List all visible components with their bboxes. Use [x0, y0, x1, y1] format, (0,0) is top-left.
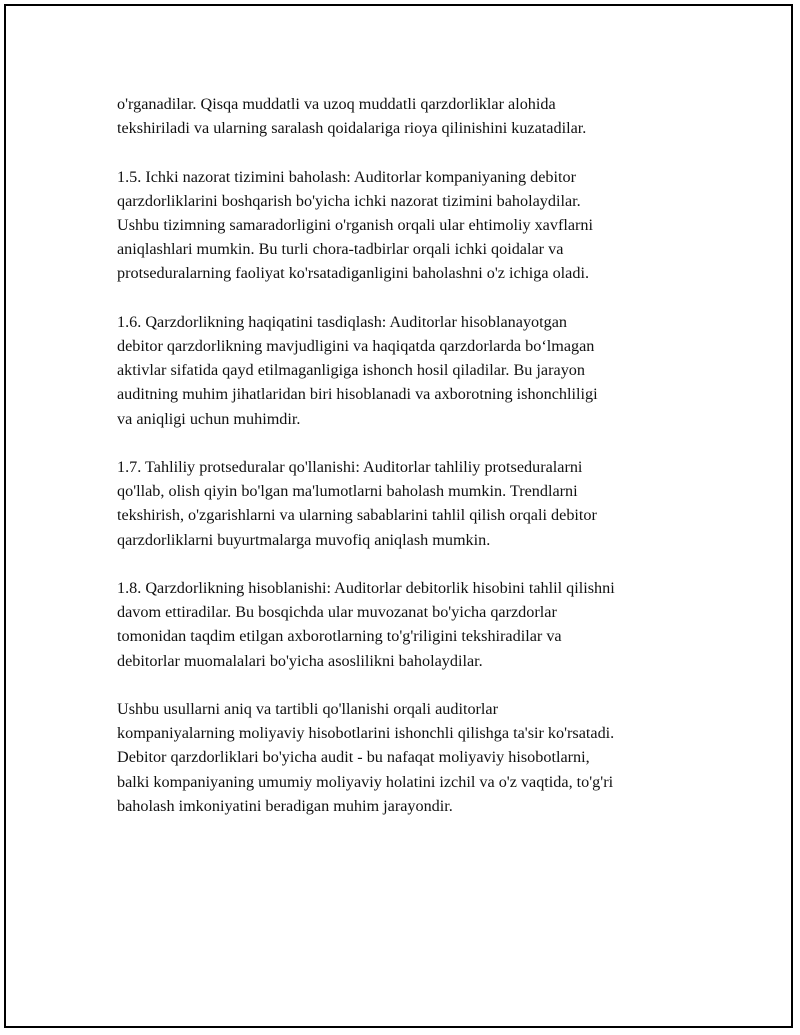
text-line: baholash imkoniyatini beradigan muhim jarayondir. — [117, 796, 453, 815]
text-line: 1.5. Ichki nazorat tizimini baholash: Auditorlar kompaniyaning debitor — [117, 167, 576, 186]
text-line: debitor qarzdorlikning mavjudligini va haqiqatda qarzdorlarda bo‘lmagan — [117, 337, 595, 355]
text-line: Ushbu tizimning samaradorligini o'rganish orqali ular ehtimoliy xavflarni — [117, 216, 594, 234]
text-line: Debitor qarzdorliklari bo'yicha audit - bu nafaqat moliyaviy hisobotlarni, — [117, 748, 590, 767]
paragraph-1-8-debt-calculation — [117, 576, 697, 673]
text-line: qarzdorliklarni buyurtmalarga muvofiq aniqlash mumkin. — [117, 530, 491, 549]
text-line: 1.7. Tahliliy protseduralar qo'llanishi: Auditorlar tahliliy protseduralarni — [117, 458, 583, 476]
paragraph-1-6-debt-verification — [117, 310, 697, 431]
paragraph-1-5-internal-control — [117, 165, 697, 286]
text-line: davom ettiradilar. Bu bosqichda ular muvozanat bo'yicha qarzdorlar — [117, 603, 557, 622]
text-line: protseduralarning faoliyat ko'rsatadiganligini baholashni o'z ichiga oladi. — [117, 264, 589, 283]
text-line: aniqlashlari mumkin. Bu turli chora-tadbirlar orqali ichki qoidalar va — [117, 240, 564, 259]
text-line: kompaniyalarning moliyaviy hisobotlarini ishonchli qilishga ta'sir ko'rsatadi. — [117, 724, 615, 743]
text-line: 1.6. Qarzdorlikning haqiqatini tasdiqlash: Auditorlar hisoblanayotgan — [117, 312, 568, 331]
text-line: o'rganadilar. Qisqa muddatli va uzoq muddatli qarzdorliklar alohida — [117, 95, 556, 113]
text-line: qarzdorliklarini boshqarish bo'yicha ichki nazorat tizimini baholaydilar. — [117, 191, 581, 210]
text-line: Ushbu usullarni aniq va tartibli qo'llanishi orqali auditorlar — [117, 700, 498, 718]
text-line: 1.8. Qarzdorlikning hisoblanishi: Auditorlar debitorlik hisobini tahlil qilishni — [117, 579, 615, 597]
text-line: tekshiriladi va ularning saralash qoidalariga rioya qilinishini kuzatadilar. — [117, 119, 587, 138]
text-line: va aniqligi uchun muhimdir. — [117, 409, 301, 428]
text-line: auditning muhim jihatlaridan biri hisoblanadi va axborotning ishonchliligi — [117, 385, 598, 404]
text-line: aktivlar sifatida qayd etilmaganligiga ishonch hosil qiladilar. Bu jarayon — [117, 361, 585, 380]
text-line: qo'llab, olish qiyin bo'lgan ma'lumotlarni baholash mumkin. Trendlarni — [117, 482, 578, 501]
document-body — [117, 92, 697, 842]
text-line: tekshirish, o'zgarishlarni va ularning sabablarini tahlil qilish orqali debitor — [117, 506, 597, 525]
paragraph-intro-continuation — [117, 92, 697, 140]
paragraph-conclusion — [117, 697, 697, 818]
text-line: tomonidan taqdim etilgan axborotlarning to'g'riligini tekshiradilar va — [117, 627, 562, 646]
text-line: debitorlar muomalalari bo'yicha asoslilikni baholaydilar. — [117, 651, 483, 670]
paragraph-1-7-analytical-procedures — [117, 455, 697, 552]
text-line: balki kompaniyaning umumiy moliyaviy holatini izchil va o'z vaqtida, to'g'ri — [117, 772, 614, 791]
